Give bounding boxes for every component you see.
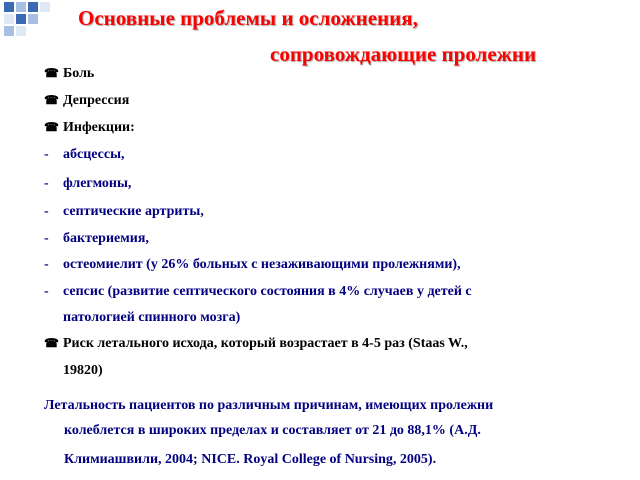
list-item-text: сепсис (развитие септического состояния в 4% случаев у детей с — [63, 284, 472, 299]
mortality-paragraph-line-1: Летальность пациентов по различным причинам, имеющих пролежни — [44, 398, 494, 413]
telephone-icon: ☎ — [44, 336, 59, 350]
list-item-text: флегмоны, — [63, 176, 132, 191]
mortality-paragraph-line-2: колеблется в широких пределах и составляет от 21 до 88,1% (А.Д. — [64, 423, 481, 438]
list-item-text: остеомиелит (у 26% больных с незаживающими пролежнями), — [63, 257, 461, 272]
mortality-paragraph-line-3: Климиашвили, 2004; NICE. Royal College of Nursing, 2005). — [64, 452, 437, 467]
telephone-icon: ☎ — [44, 66, 59, 80]
list-item-text: Депрессия — [63, 93, 130, 108]
list-item-text: Инфекции: — [63, 120, 135, 135]
telephone-icon: ☎ — [44, 93, 59, 107]
title-line-2: сопровождающие пролежни — [270, 42, 537, 66]
list-item-text: Боль — [63, 66, 95, 81]
list-item-text: патологией спинного мозга) — [63, 310, 241, 325]
list-item-text: бактериемия, — [63, 231, 149, 246]
dash-marker: - — [44, 204, 49, 219]
dash-marker: - — [44, 176, 49, 191]
list-item-text: абсцессы, — [63, 147, 125, 162]
telephone-icon: ☎ — [44, 120, 59, 134]
list-item-text: Риск летального исхода, который возрастает в 4-5 раз (Staas W., — [63, 336, 468, 351]
list-item-text: 19820) — [63, 363, 103, 378]
dash-marker: - — [44, 231, 49, 246]
dash-marker: - — [44, 257, 49, 272]
blue-squares-decoration — [0, 0, 60, 40]
dash-marker: - — [44, 284, 49, 299]
title-line-1: Основные проблемы и осложнения, — [78, 6, 418, 30]
list-item-text: септические артриты, — [63, 204, 204, 219]
dash-marker: - — [44, 147, 49, 162]
